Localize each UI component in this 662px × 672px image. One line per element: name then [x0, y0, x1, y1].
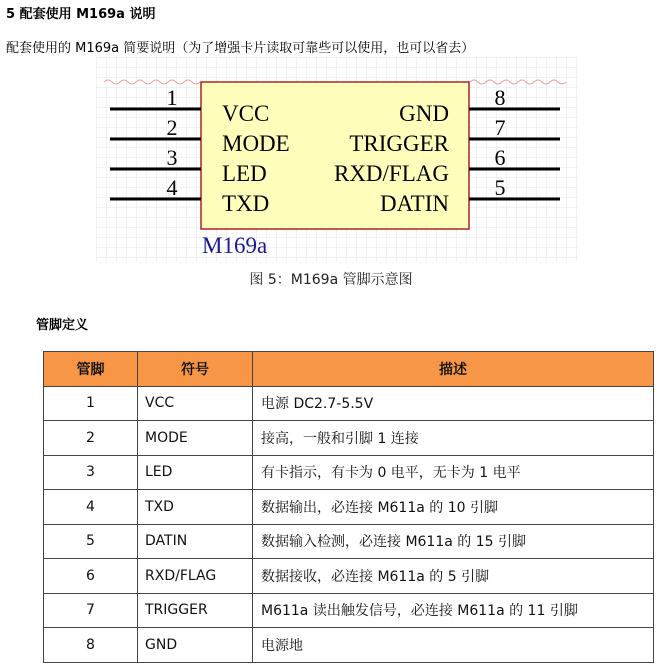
pin-4-number: 4	[166, 175, 178, 200]
cell-pin: 8	[44, 628, 138, 663]
cell-symbol: RXD/FLAG	[138, 559, 253, 594]
header-symbol: 符号	[138, 352, 253, 387]
pin-4-label: TXD	[222, 191, 270, 216]
cell-pin: 1	[44, 386, 138, 421]
pin-7-number: 7	[494, 115, 506, 140]
chip-name-label: M169a	[202, 233, 268, 258]
cell-symbol: DATIN	[138, 524, 253, 559]
pin-diagram	[96, 57, 578, 262]
cell-symbol: TXD	[138, 490, 253, 525]
pin-6-label: RXD/FLAG	[333, 161, 449, 186]
pin-8-number: 8	[494, 85, 506, 110]
pin-7-label: TRIGGER	[349, 131, 449, 156]
table-row	[44, 559, 654, 594]
cell-description: 数据输出，必连接 M611a 的 10 引脚	[253, 490, 654, 525]
table-row	[44, 593, 654, 628]
table-row	[44, 628, 654, 663]
pin-1-label: VCC	[222, 101, 270, 126]
table-row	[44, 455, 654, 490]
table-header-row	[44, 352, 654, 387]
pin-2-label: MODE	[222, 131, 290, 156]
header-description: 描述	[253, 352, 654, 387]
cell-symbol: TRIGGER	[138, 593, 253, 628]
cell-symbol: VCC	[138, 386, 253, 421]
pin-5-label: DATIN	[380, 191, 449, 216]
pin-3-number: 3	[166, 145, 178, 170]
table-row	[44, 386, 654, 421]
header-pin: 管脚	[44, 352, 138, 387]
cell-pin: 6	[44, 559, 138, 594]
cell-description: 电源 DC2.7-5.5V	[253, 386, 654, 421]
cell-pin: 3	[44, 455, 138, 490]
intro-text: 配套使用的 M169a 简要说明（为了增强卡片读取可靠些可以使用，也可以省去）	[6, 41, 475, 56]
cell-description: 有卡指示，有卡为 0 电平，无卡为 1 电平	[253, 455, 654, 490]
cell-description: 电源地	[253, 628, 654, 663]
cell-symbol: MODE	[138, 421, 253, 456]
pin-definition-table	[43, 351, 654, 663]
pin-3-label: LED	[222, 161, 267, 186]
cell-description: 数据输入检测，必连接 M611a 的 15 引脚	[253, 524, 654, 559]
cell-description: 数据接收，必连接 M611a 的 5 引脚	[253, 559, 654, 594]
cell-description: 接高，一般和引脚 1 连接	[253, 421, 654, 456]
cell-pin: 5	[44, 524, 138, 559]
figure-caption: 图 5：M169a 管脚示意图	[249, 272, 413, 288]
table-row	[44, 524, 654, 559]
table-row	[44, 421, 654, 456]
cell-symbol: GND	[138, 628, 253, 663]
cell-symbol: LED	[138, 455, 253, 490]
cell-pin: 7	[44, 593, 138, 628]
pin-6-number: 6	[494, 145, 506, 170]
cell-description: M611a 读出触发信号，必连接 M611a 的 11 引脚	[253, 593, 654, 628]
pin-1-number: 1	[166, 85, 178, 110]
pin-definition-title: 管脚定义	[36, 318, 89, 333]
pin-8-label: GND	[399, 101, 449, 126]
table-row	[44, 490, 654, 525]
cell-pin: 2	[44, 421, 138, 456]
section-heading: 5 配套使用 M169a 说明	[6, 7, 156, 22]
cell-pin: 4	[44, 490, 138, 525]
pin-2-number: 2	[166, 115, 178, 140]
pin-5-number: 5	[494, 175, 506, 200]
